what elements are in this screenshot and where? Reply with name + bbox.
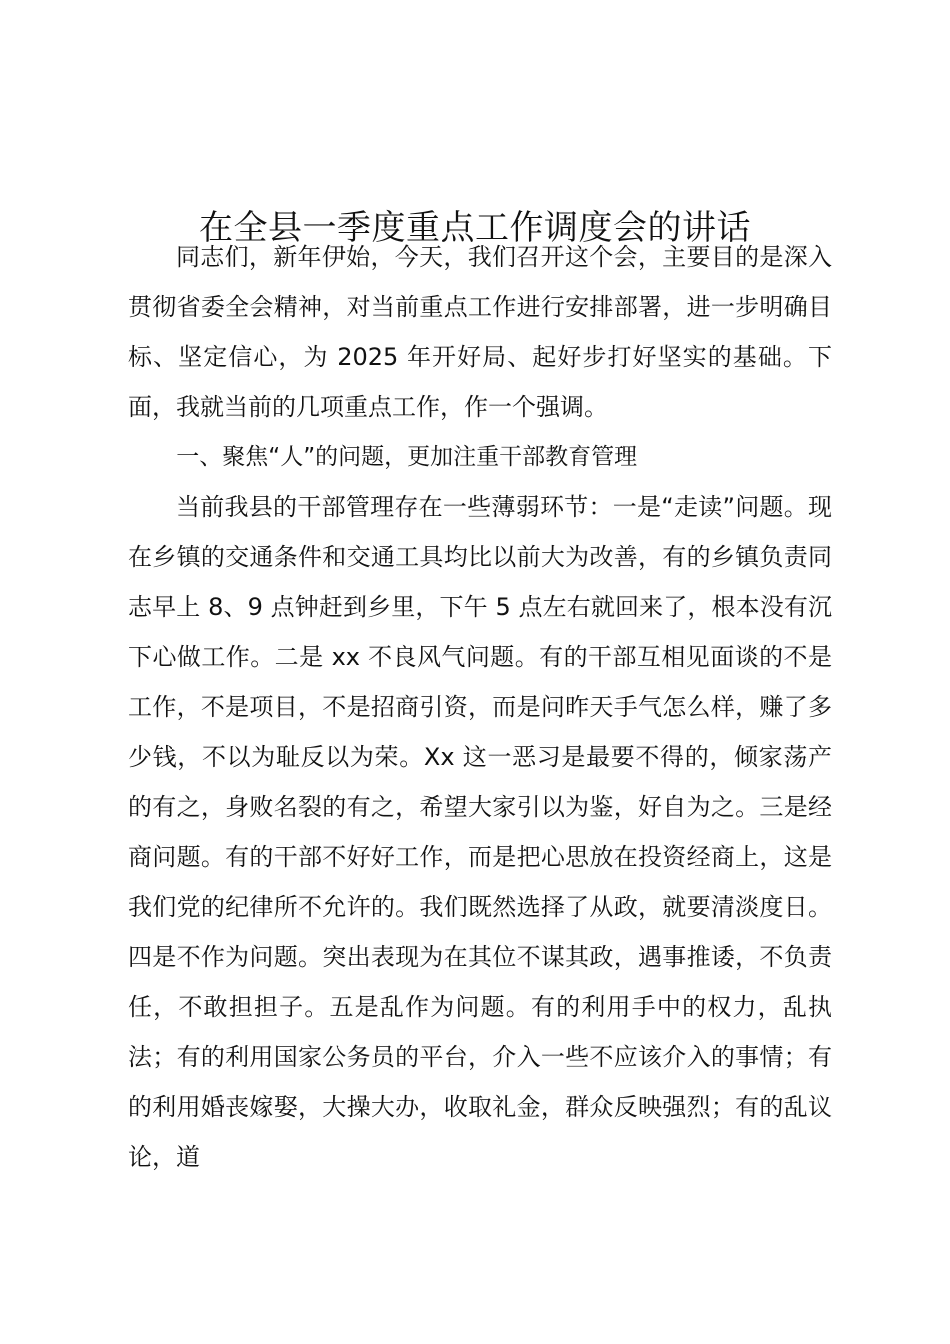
- document-body: [128, 232, 832, 1182]
- paragraph-section-1: 当前我县的干部管理存在一些薄弱环节：一是“走读”问题。现在乡镇的交通条件和交通工具均比以前大为改善，有的乡镇负责同志早上 8、9 点钟赶到乡里，下午 5 点左右就回来了，根本没有沉下心做工作。二是 xx 不良风气问题。有的干部互相见面谈的不是工作，不是项目，不是招商引资，而是问昨天手气怎么样，赚了多少钱，不以为耻反以为荣。Xx 这一恶习是最要不得的，倾家荡产的有之，身败名裂的有之，希望大家引以为鉴，好自为之。三是经商问题。有的干部不好好工作，而是把心思放在投资经商上，这是我们党的纪律所不允许的。我们既然选择了从政，就要清淡度日。四是不作为问题。突出表现为在其位不谋其政，遇事推诿，不负责任，不敢担担子。五是乱作为问题。有的利用手中的权力，乱执法；有的利用国家公务员的平台，介入一些不应该介入的事情；有的利用婚丧嫁娶，大操大办，收取礼金，群众反映强烈；有的乱议论，道: [128, 493, 832, 1171]
- section-heading-1: 一、聚焦“人”的问题，更加注重干部教育管理: [176, 444, 638, 470]
- document-title: 在全县一季度重点工作调度会的讲话: [199, 207, 751, 248]
- paragraph-opening: 同志们，新年伊始，今天，我们召开这个会，主要目的是深入贯彻省委全会精神，对当前重点工作进行安排部署，进一步明确目标、坚定信心，为 2025 年开好局、起好步打好坚实的基础。下面，我就当前的几项重点工作，作一个强调。: [128, 243, 832, 421]
